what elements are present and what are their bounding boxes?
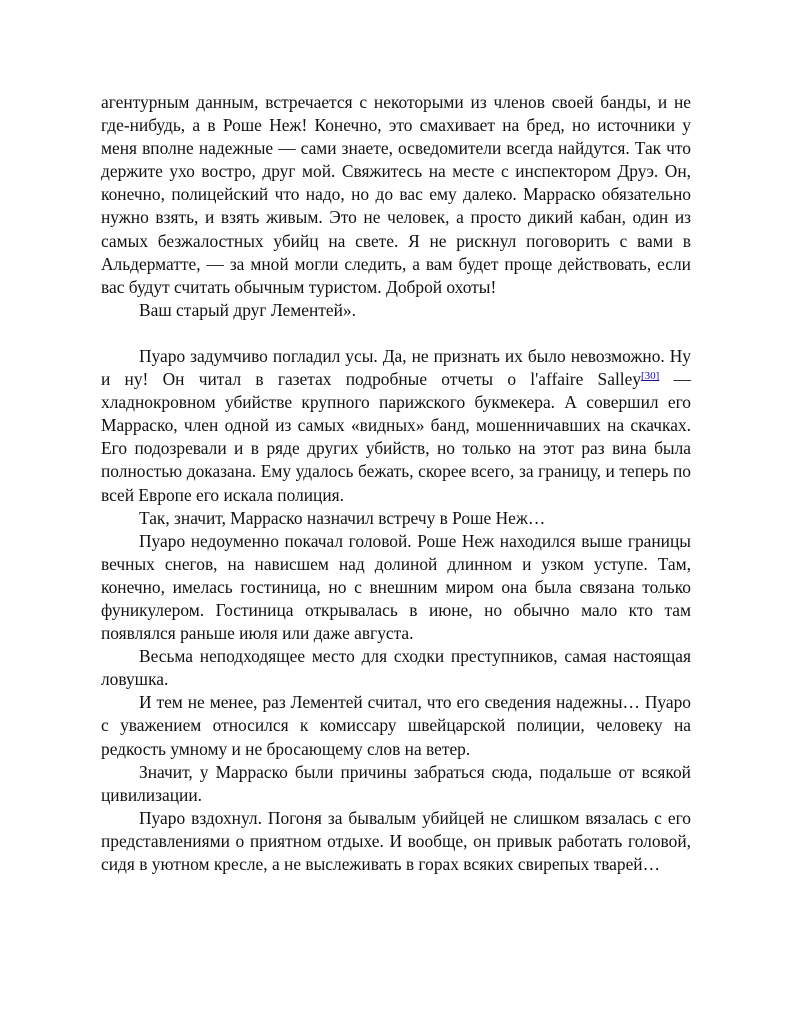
letter-signature: Ваш старый друг Лементей». <box>139 299 356 320</box>
paragraph-5: И тем не менее, раз Лементей считал, что его сведения надежны… Пуаро с уважением относился к комиссару швейцарской полиции, человеку на редкость умному и не бросающему слов на ветер. <box>101 692 691 759</box>
paragraph-1 <box>101 345 691 507</box>
paragraph-gap <box>101 322 691 345</box>
paragraph-1-text-start: Пуаро задумчиво погладил усы. Да, не признать их было невозможно. Ну и ну! Он читал в газетах подробные отчеты о l'affaire Salley <box>101 345 691 390</box>
paragraph-7: Пуаро вздохнул. Погоня за бывалым убийцей не слишком вязалась с его представлениями о приятном отдыхе. И вообще, он привык работать головой, сидя в уютном кресле, а не выслеживать в горах всяких свирепых тварей… <box>101 807 691 874</box>
paragraph-3: Пуаро недоуменно покачал головой. Роше Неж находился выше границы вечных снегов, на нависшем над долиной длинном и узком уступе. Там, конечно, имелась гостиница, но с внешним миром она была связана только фуникулером. Гостиница открывалась в июне, но обычно мало кто там появлялся раньше июля или даже августа. <box>101 530 691 644</box>
letter-body-paragraph: агентурным данным, встречается с некоторыми из членов своей банды, и не где-нибудь, а в Роше Неж! Конечно, это смахивает на бред, но источники у меня вполне надежные — сами знаете, осведомители всегда найдутся. Так что держите ухо востро, друг мой. Свяжитесь на месте с инспектором Друэ. Он, конечно, полицейский что надо, но до вас ему далеко. Марраско обязательно нужно взять, и взять живым. Это не человек, а просто дикий кабан, один из самых безжалостных убийц на свете. Я не рискнул поговорить с вами в Альдерматте, — за мной могли следить, а вам будет проще действовать, если вас будут считать обычным туристом. Доброй охоты! <box>101 92 691 297</box>
paragraph-1-text-end: — хладнокровном убийстве крупного парижского букмекера. А совершил его Марраско, член одной из самых «видных» банд, мошенничавших на скачках. Его подозревали и в ряде других убийств, но только на этот раз вина была полностью доказана. Ему удалось бежать, скорее всего, за границу, и теперь по всей Европе его искала полиция. <box>101 369 691 505</box>
paragraph-6: Значит, у Марраско были причины забраться сюда, подальше от всякой цивилизации. <box>101 761 691 805</box>
paragraph-4: Весьма неподходящее место для сходки преступников, самая настоящая ловушка. <box>101 646 691 690</box>
document-page <box>101 91 691 876</box>
paragraph-2: Так, значит, Марраско назначил встречу в Роше Неж… <box>139 507 546 528</box>
footnote-link-30[interactable]: [30] <box>641 370 660 383</box>
